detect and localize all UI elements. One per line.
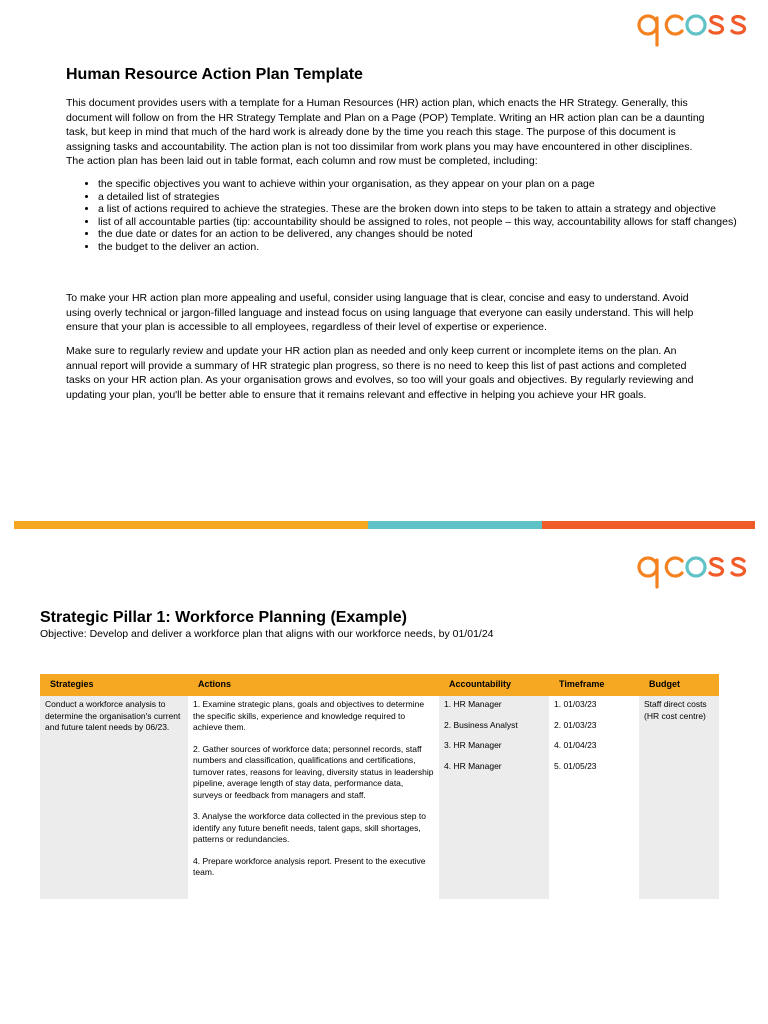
- stripe-orange: [14, 521, 368, 529]
- timeframe-item: 1. 01/03/23: [554, 699, 597, 709]
- accountability-item: 2. Business Analyst: [444, 719, 518, 730]
- intro-paragraph: This document provides users with a template for a Human Resources (HR) action plan, which enacts the HR Strategy. Generally, this document will follow on from the HR Strategy Template and Plan on a Page (POP) Template. Writing an HR action plan can be a daunting task, but keep in mind that much of the hard work is already done by the time you reach this stage. The purpose of this document is assigning tasks and accountability. The action plan is not too dissimilar from work plans you may have encountered in other disciplines. The action plan has been laid out in table format, each column and row must be completed, including:: [66, 97, 705, 167]
- list-item: • the due date or dates for an action to be delivered, any changes should be noted: [98, 228, 738, 241]
- page-2: [0, 530, 768, 1024]
- accountability-item: 3. HR Manager: [444, 740, 502, 750]
- language-paragraph: To make your HR action plan more appealing and useful, consider using language that is clear, concise and easy to understand. Avoid using overly technical or jargon-filled language and instead focus on using language that everyone can easily understand. This will help ensure that your plan is accessible to all employees, regardless of their level of expertise or experience.: [66, 292, 694, 333]
- action-plan-table: [40, 674, 719, 899]
- action-item: 4. Prepare workforce analysis report. Present to the executive team.: [193, 855, 426, 877]
- timeframe-item: 5. 01/05/23: [554, 760, 597, 771]
- list-item: • a detailed list of strategies: [98, 191, 738, 204]
- document-title: Human Resource Action Plan Template: [66, 66, 363, 83]
- objective-text: Objective: Develop and deliver a workforce plan that aligns with our workforce needs, by 01/01/24: [40, 628, 494, 640]
- requirements-list: [66, 178, 738, 253]
- table-row: [40, 696, 719, 899]
- pillar-title: Strategic Pillar 1: Workforce Planning (Example): [40, 609, 407, 626]
- header-timeframe: Timeframe: [549, 674, 639, 696]
- list-item: • a list of actions required to achieve the strategies. These are the broken down into steps to be taken to attain a strategy and objective: [98, 203, 738, 216]
- review-paragraph: Make sure to regularly review and update your HR action plan as needed and only keep current or incomplete items on the plan. An annual report will provide a summary of HR strategic plan progress, so there is no need to keep this list of past actions and completed tasks on your HR action plan. As your organisation grows and evolves, so too will your goals and objectives. By regularly reviewing and updating your plan, you'll be better able to ensure that it remains relevant and effective in helping you achieve your HR goals.: [66, 345, 694, 401]
- action-item: 3. Analyse the workforce data collected in the previous step to identify any future benefit needs, talent gaps, skill shortages, patterns or redundancies.: [193, 811, 426, 844]
- accountability-cell: [439, 696, 549, 899]
- header-strategies: Strategies: [40, 674, 188, 696]
- accountability-item: 1. HR Manager: [444, 699, 502, 709]
- accountability-item: 4. HR Manager: [444, 760, 502, 771]
- header-actions: Actions: [188, 674, 439, 696]
- strategy-cell: Conduct a workforce analysis to determine the organisation's current and future talent needs by 06/23.: [40, 696, 188, 899]
- action-item: 2. Gather sources of workforce data; personnel records, staff numbers and classification, qualifications and certifications, turnover rates, reasons for leaving, diversity status in leadership pipeline, average length of stay data, performance data, surveys or feedback from managers and staff.: [193, 743, 434, 800]
- timeframe-item: 2. 01/03/23: [554, 719, 597, 730]
- table-header-row: [40, 674, 719, 696]
- timeframe-cell: [549, 696, 639, 899]
- stripe-red: [542, 521, 755, 529]
- actions-cell: [188, 696, 439, 899]
- budget-cell: Staff direct costs (HR cost centre): [639, 696, 719, 899]
- list-item: • list of all accountable parties (tip: accountability should be assigned to roles, not people – this way, accountability allows for staff changes): [98, 216, 738, 229]
- list-item: • the budget to the deliver an action.: [98, 241, 738, 254]
- qcoss-logo: [636, 552, 754, 590]
- footer-color-stripes: [14, 521, 755, 529]
- timeframe-item: 4. 01/04/23: [554, 740, 597, 750]
- header-accountability: Accountability: [439, 674, 549, 696]
- list-item: • the specific objectives you want to achieve within your organisation, as they appear on your plan on a page: [98, 178, 738, 191]
- stripe-teal: [368, 521, 542, 529]
- qcoss-logo: [636, 10, 754, 48]
- action-item: 1. Examine strategic plans, goals and objectives to determine the specific skills, experience and knowledge required to achieve them.: [193, 699, 425, 732]
- header-budget: Budget: [639, 674, 719, 696]
